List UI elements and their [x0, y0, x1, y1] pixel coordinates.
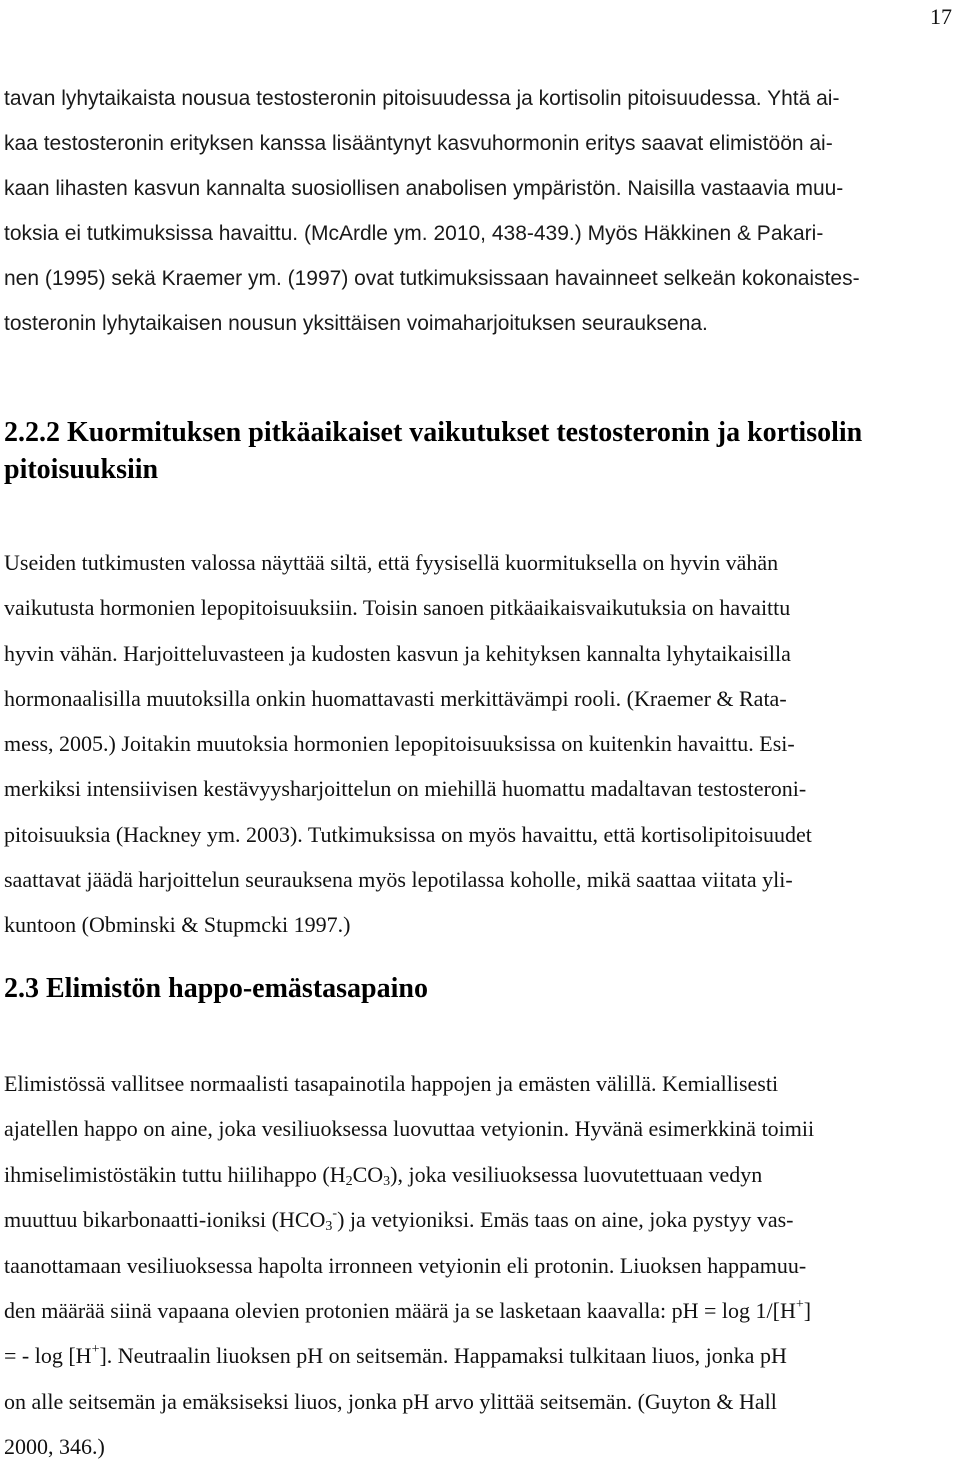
text-line: [4, 1152, 814, 1197]
text-line: toksia ei tutkimuksissa havaittu. (McArdle ym. 2010, 438-439.) Myös Häkkinen & Pakari-: [4, 222, 824, 245]
text-fragment: ]. Neutraalin liuoksen pH on seitsemän. Happamaksi tulkitaan liuos, jonka pH: [99, 1343, 787, 1369]
text-line: Useiden tutkimusten valossa näyttää siltä, että fyysisellä kuormituksella on hyvin vähän: [4, 550, 779, 575]
text-line: taanottamaan vesiliuoksessa hapolta irronneen vetyionin eli protonin. Liuoksen happamuu-: [4, 1252, 807, 1278]
text-fragment: ) ja vetyioniksi. Emäs taas on aine, joka pystyy vas-: [337, 1207, 794, 1233]
text-line: ajatellen happo on aine, joka vesiliuoksessa luovuttaa vetyionin. Hyvänä esimerkkinä toimii: [4, 1116, 815, 1142]
subscript: 3: [325, 1219, 333, 1235]
text-line: hormonaalisilla muutoksilla onkin huomattavasti merkittävämpi rooli. (Kraemer & Rata-: [4, 685, 787, 711]
subscript: 2: [345, 1173, 353, 1189]
text-fragment: CO: [352, 1161, 384, 1187]
text-fragment: ), joka vesiliuoksessa luovutettuaan vedyn: [390, 1161, 763, 1187]
superscript: +: [795, 1297, 804, 1313]
text-line: vaikutusta hormonien lepopitoisuuksiin. Toisin sanoen pitkäaikaisvaikutuksia on havaittu: [4, 595, 791, 621]
text-line: on alle seitsemän ja emäksiseksi liuos, jonka pH arvo ylittää seitsemän. (Guyton & Hall: [4, 1388, 777, 1414]
text-line: pitoisuuksia (Hackney ym. 2003). Tutkimuksissa on myös havaittu, että kortisolipitoisuudet: [4, 821, 812, 847]
paragraph-long-term-effects: [4, 540, 812, 948]
text-line: kaan lihasten kasvun kannalta suosiollisen anabolisen ympäristön. Naisilla vastaavia muu-: [4, 177, 844, 200]
text-line: Elimistössä vallitsee normaalisti tasapainotila happojen ja emästen välillä. Kemiallisesti: [4, 1071, 779, 1096]
paragraph-acid-base-balance: [4, 1061, 814, 1470]
text-line: hyvin vähän. Harjoitteluvasteen ja kudosten kasvun ja kehityksen kannalta lyhytaikaisilla: [4, 640, 791, 666]
heading-line: pitoisuuksiin: [4, 454, 159, 485]
heading-line: 2.2.2 Kuormituksen pitkäaikaiset vaikutukset testosteronin ja kortisolin: [4, 417, 863, 448]
text-line: mess, 2005.) Joitakin muutoksia hormonien lepopitoisuuksissa on kuitenkin havaittu. Esi-: [4, 731, 795, 757]
text-line: [4, 1288, 814, 1333]
text-line: tosteronin lyhytaikaisen nousun yksittäisen voimaharjoituksen seurauksena.: [4, 312, 708, 335]
text-line: kaa testosteronin erityksen kanssa lisääntynyt kasvuhormonin eritys saavat elimistöön ai-: [4, 132, 833, 155]
text-line: merkiksi intensiivisen kestävyysharjoittelun on miehillä huomattu madaltavan testosteroni-: [4, 776, 807, 802]
text-fragment: muuttuu bikarbonaatti-ioniksi (HCO: [4, 1207, 326, 1233]
text-line: saattavat jäädä harjoittelun seurauksena myös lepotilassa koholle, mikä saattaa viitata yli-: [4, 867, 793, 893]
text-fragment: ihmiselimistöstäkin tuttu hiilihappo (H: [4, 1161, 346, 1187]
superscript: +: [91, 1342, 100, 1358]
text-line: kuntoon (Obminski & Stupmcki 1997.): [4, 912, 351, 938]
section-heading-2-2-2: [4, 414, 862, 488]
section-heading-2-3: 2.3 Elimistön happo-emästasapaino: [4, 973, 428, 1004]
text-line: [4, 1197, 814, 1242]
subscript: 3: [383, 1173, 391, 1189]
text-fragment: ]: [803, 1298, 812, 1324]
page-number: 17: [930, 4, 952, 29]
text-line: tavan lyhytaikaista nousua testosteronin pitoisuudessa ja kortisolin pitoisuudessa. Yhtä ai-: [4, 87, 840, 110]
text-fragment: den määrää siinä vapaana olevien protonien määrä ja se lasketaan kaavalla: pH = log 1/[H: [4, 1298, 796, 1324]
paragraph-hormone-response: [4, 76, 860, 346]
text-fragment: = - log [H: [4, 1343, 92, 1369]
text-line: nen (1995) sekä Kraemer ym. (1997) ovat tutkimuksissaan havainneet selkeän kokonaistes-: [4, 267, 860, 290]
text-line: [4, 1333, 814, 1378]
superscript: -: [332, 1206, 338, 1222]
text-line: 2000, 346.): [4, 1434, 105, 1460]
